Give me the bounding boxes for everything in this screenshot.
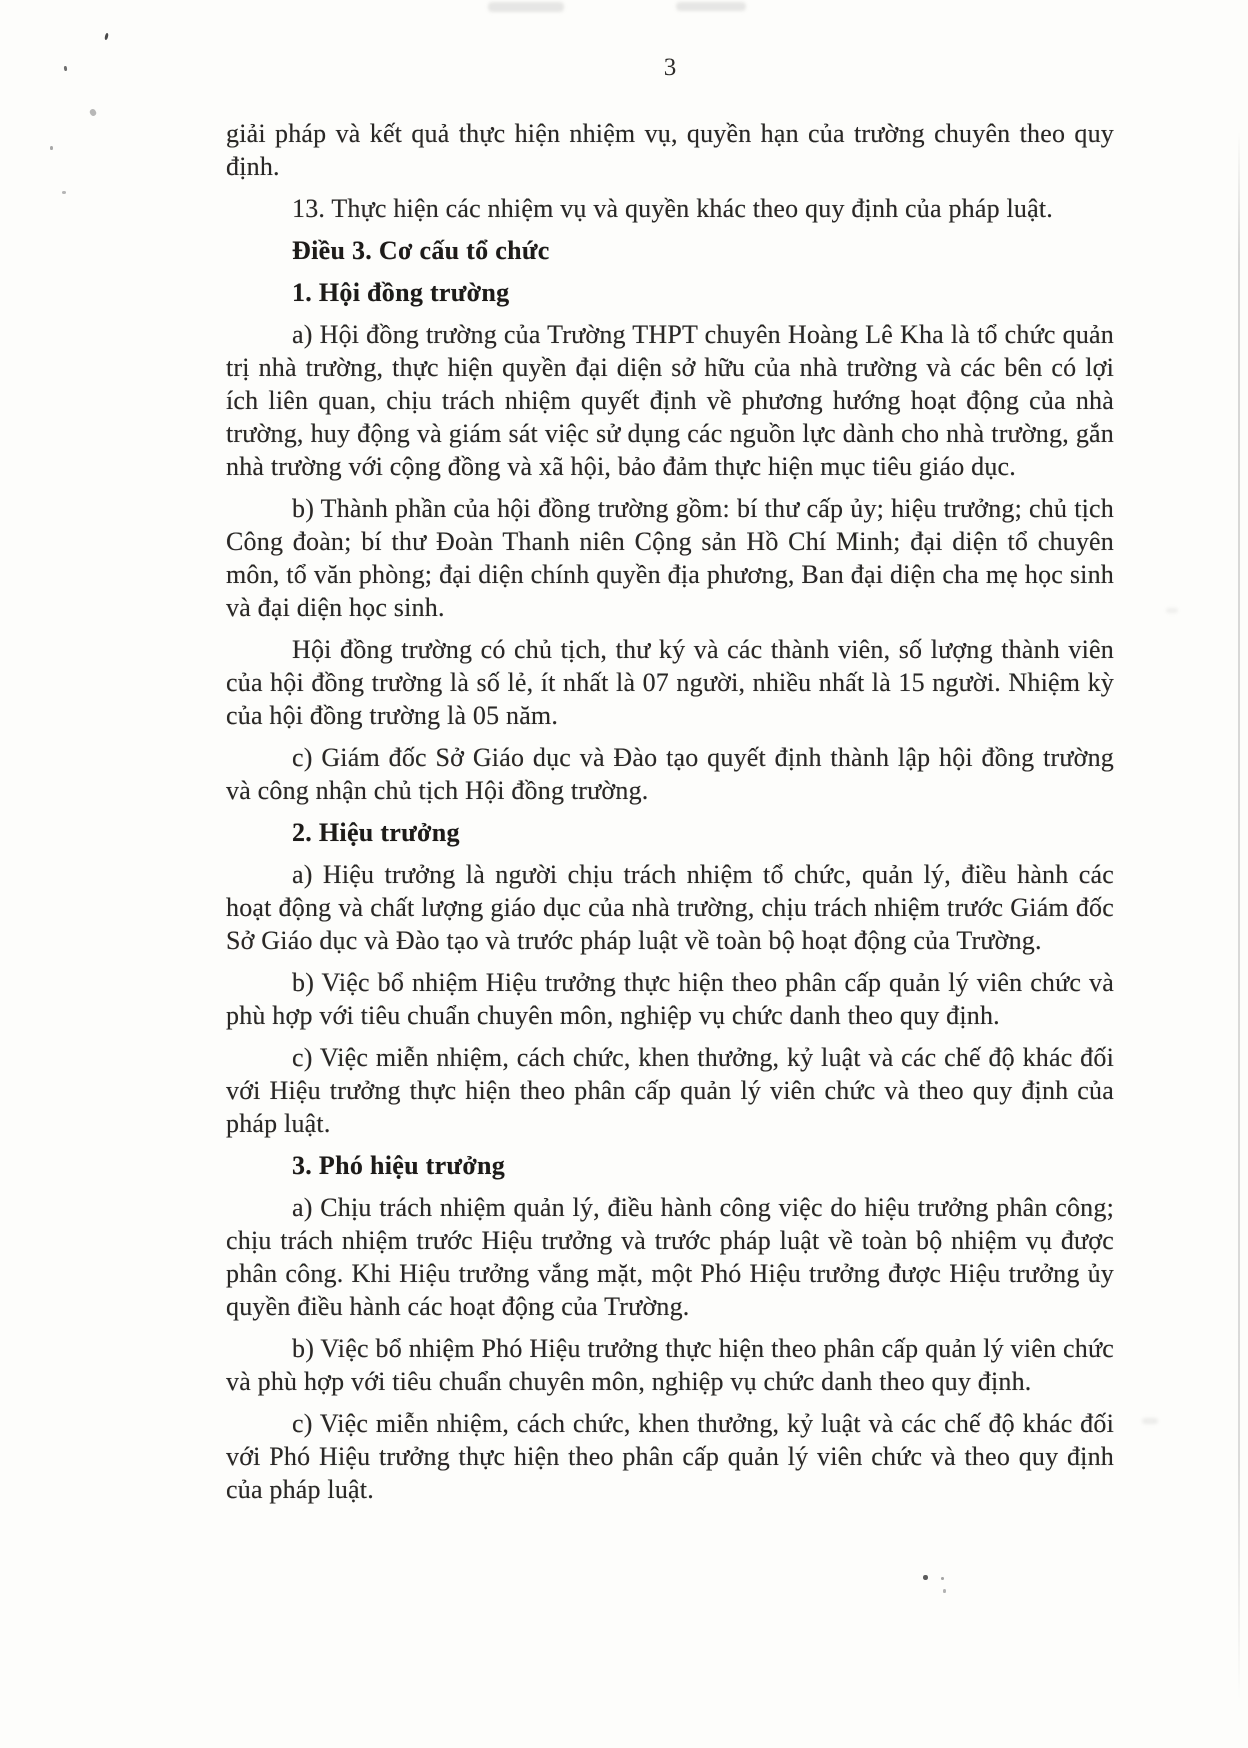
scan-speck xyxy=(104,33,109,41)
paragraph-3a: a) Chịu trách nhiệm quản lý, điều hành công việc do hiệu trưởng phân công; chịu trách nhiệm trước Hiệu trưởng và trước pháp luật về toàn bộ nhiệm vụ được phân công. Khi Hiệu trưởng vắng mặt, một Phó Hiệu trưởng được Hiệu trưởng ủy quyền điều hành các hoạt động của Trường. xyxy=(226,1193,1114,1321)
scan-speck xyxy=(89,108,98,117)
paragraph-3b: b) Việc bổ nhiệm Phó Hiệu trưởng thực hiện theo phân cấp quản lý viên chức và phù hợp với tiêu chuẩn chuyên môn, nghiệp vụ chức danh theo quy định. xyxy=(226,1334,1114,1396)
scan-smudge xyxy=(676,2,746,11)
scan-edge-line xyxy=(1238,132,1240,1700)
scan-speck xyxy=(941,1577,944,1580)
page-number: 3 xyxy=(663,54,677,81)
paragraph-2c: c) Việc miễn nhiệm, cách chức, khen thưởng, kỷ luật và các chế độ khác đối với Hiệu trưởng thực hiện theo phân cấp quản lý viên chức và theo quy định của pháp luật. xyxy=(226,1043,1114,1138)
scan-smudge xyxy=(488,2,564,12)
paragraph-continuation: giải pháp và kết quả thực hiện nhiệm vụ, quyền hạn của trường chuyên theo quy định. xyxy=(226,119,1114,181)
paragraph-item-13: 13. Thực hiện các nhiệm vụ và quyền khác theo quy định của pháp luật. xyxy=(292,194,1053,223)
paragraph-1c: c) Giám đốc Sở Giáo dục và Đào tạo quyết định thành lập hội đồng trường và công nhận chủ tịch Hội đồng trường. xyxy=(226,743,1114,805)
paragraph-3c: c) Việc miễn nhiệm, cách chức, khen thưởng, kỷ luật và các chế độ khác đối với Phó Hiệu trưởng thực hiện theo phân cấp quản lý viên chức và theo quy định của pháp luật. xyxy=(226,1409,1114,1504)
scan-smudge xyxy=(1142,1418,1158,1424)
scan-smudge xyxy=(1166,608,1178,613)
heading-1-hoi-dong-truong: 1. Hội đồng trường xyxy=(292,278,510,307)
scan-speck xyxy=(64,66,68,71)
scan-speck xyxy=(62,191,66,194)
scan-speck xyxy=(50,146,53,150)
paragraph-2a: a) Hiệu trưởng là người chịu trách nhiệm tổ chức, quản lý, điều hành các hoạt động và chất lượng giáo dục của nhà trường, chịu trách nhiệm trước Giám đốc Sở Giáo dục và Đào tạo và trước pháp luật về toàn bộ hoạt động của Trường. xyxy=(226,860,1114,955)
heading-3-pho-hieu-truong: 3. Phó hiệu trưởng xyxy=(292,1151,506,1180)
paragraph-1b: b) Thành phần của hội đồng trường gồm: bí thư cấp ủy; hiệu trưởng; chủ tịch Công đoàn; bí thư Đoàn Thanh niên Cộng sản Hồ Chí Minh; đại diện tổ chuyên môn, tổ văn phòng; đại diện chính quyền địa phương, Ban đại diện cha mẹ học sinh và đại diện học sinh. xyxy=(226,494,1114,622)
scan-speck xyxy=(923,1575,928,1580)
document-body xyxy=(226,117,1114,1506)
paragraph-1a: a) Hội đồng trường của Trường THPT chuyên Hoàng Lê Kha là tổ chức quản trị nhà trường, thực hiện quyền đại diện sở hữu của nhà trường và các bên có lợi ích liên quan, chịu trách nhiệm quyết định về phương hướng hoạt động của nhà trường, huy động và giám sát việc sử dụng các nguồn lực dành cho nhà trường, gắn nhà trường với cộng đồng và xã hội, bảo đảm thực hiện mục tiêu giáo dục. xyxy=(226,320,1114,481)
paragraph-1-membership: Hội đồng trường có chủ tịch, thư ký và các thành viên, số lượng thành viên của hội đồng trường là số lẻ, ít nhất là 07 người, nhiều nhất là 15 người. Nhiệm kỳ của hội đồng trường là 05 năm. xyxy=(226,635,1114,730)
heading-dieu-3-co-cau-to-chuc: Điều 3. Cơ cấu tổ chức xyxy=(292,236,550,265)
paragraph-2b: b) Việc bổ nhiệm Hiệu trưởng thực hiện theo phân cấp quản lý viên chức và phù hợp với tiêu chuẩn chuyên môn, nghiệp vụ chức danh theo quy định. xyxy=(226,968,1114,1030)
heading-2-hieu-truong: 2. Hiệu trưởng xyxy=(292,818,460,847)
scan-speck xyxy=(943,1589,946,1593)
